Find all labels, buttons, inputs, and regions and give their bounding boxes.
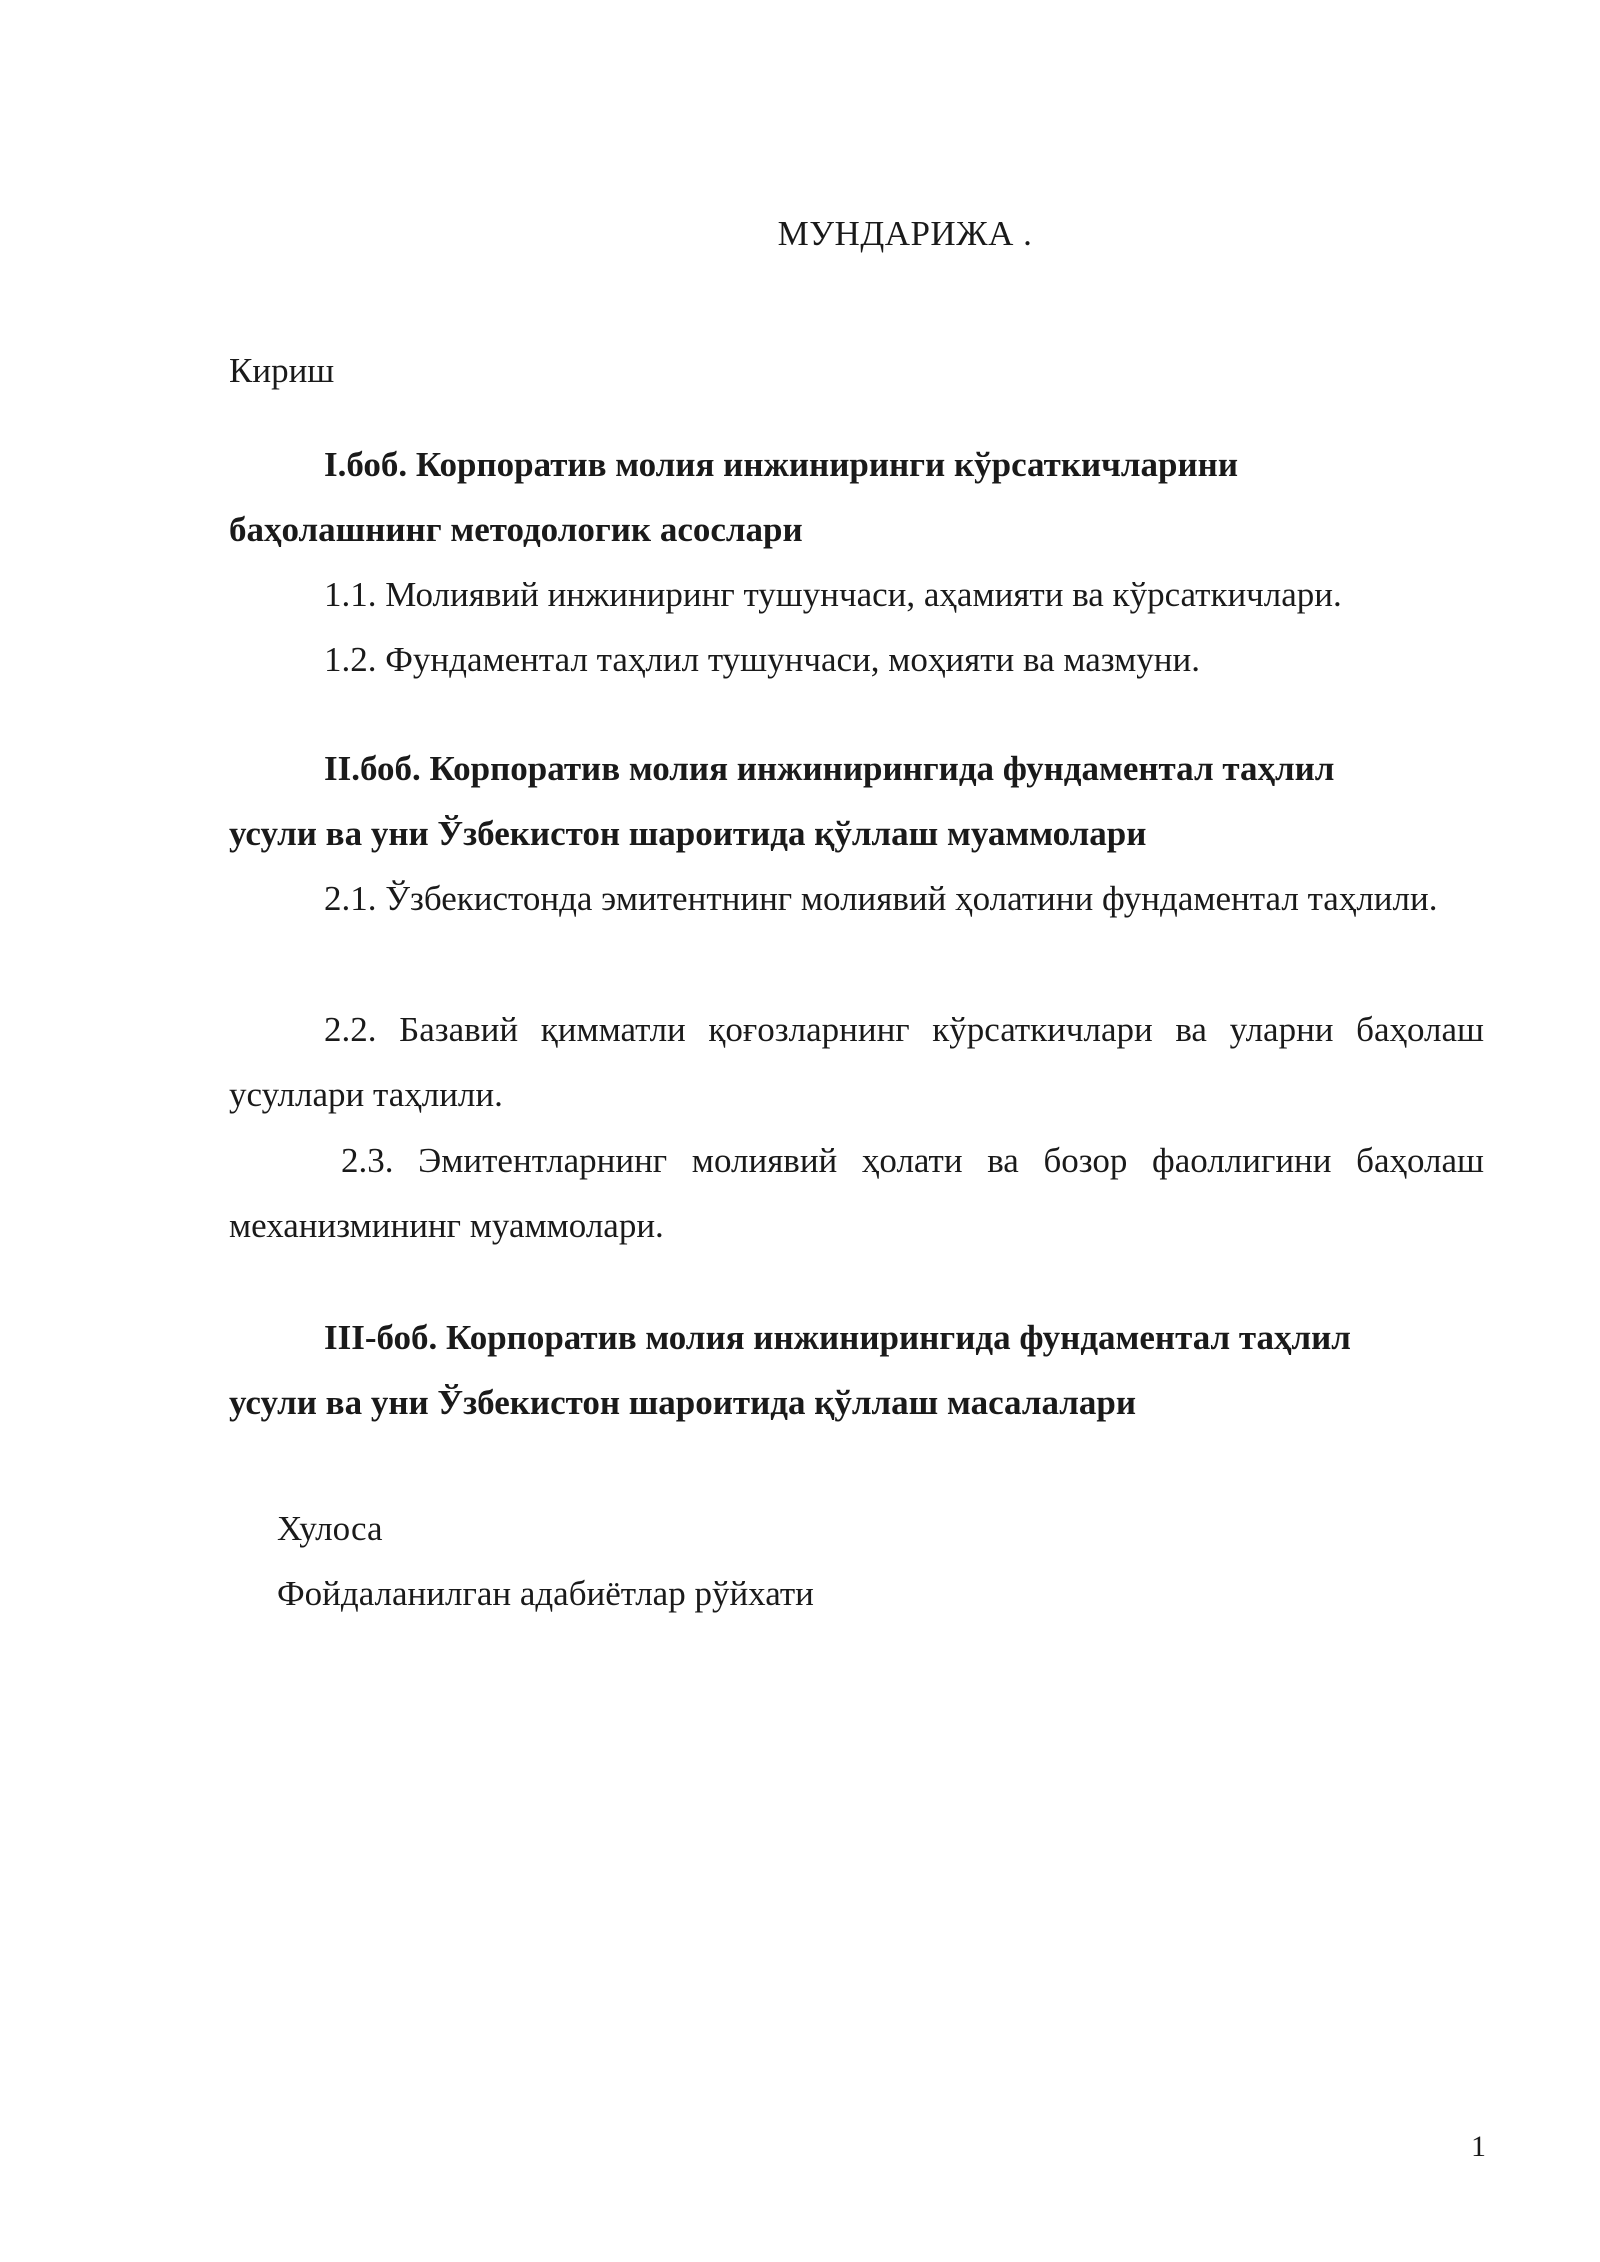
chapter3-heading-line2: усули ва уни Ўзбекистон шароитида қўллаш масалалари <box>229 1383 1137 1422</box>
toc-section-1-2: 1.2. Фундаментал таҳлил тушунчаси, моҳияти ва мазмуни. <box>324 640 1200 679</box>
toc-section-1-1: 1.1. Молиявий инжиниринг тушунчаси, аҳамияти ва кўрсаткичлари. <box>324 575 1342 614</box>
toc-item-intro: Кириш <box>229 351 335 390</box>
toc-item-conclusion: Хулоса <box>277 1509 383 1548</box>
toc-item-references: Фойдаланилган адабиётлар рўйхати <box>277 1574 814 1613</box>
toc-section-2-3: 2.3. Эмитентларнинг молиявий ҳолати ва бозор фаоллигини баҳолаш механизмининг муаммолари. <box>229 1141 1484 1245</box>
toc-title: МУНДАРИЖА . <box>777 214 1033 253</box>
chapter1-heading-line1: I.боб. Корпоратив молия инжиниринги кўрсаткичларини <box>324 445 1239 484</box>
toc-section-2-2: 2.2. Базавий қимматли қоғозларнинг кўрсаткичлари ва уларни баҳолаш усуллари таҳлили. <box>229 1010 1484 1114</box>
chapter3-heading-line1: III-боб. Корпоратив молия инжинирингида фундаментал таҳлил <box>324 1318 1351 1357</box>
chapter2-heading-line1: II.боб. Корпоратив молия инжинирингида фундаментал таҳлил <box>324 749 1335 788</box>
toc-section-2-1: 2.1. Ўзбекистонда эмитентнинг молиявий ҳолатини фундаментал таҳлили. <box>324 879 1438 918</box>
chapter2-heading-line2: усули ва уни Ўзбекистон шароитида қўллаш муаммолари <box>229 814 1147 853</box>
chapter1-heading-line2: баҳолашнинг методологик асослари <box>229 510 803 549</box>
page-number: 1 <box>1471 2130 1486 2163</box>
